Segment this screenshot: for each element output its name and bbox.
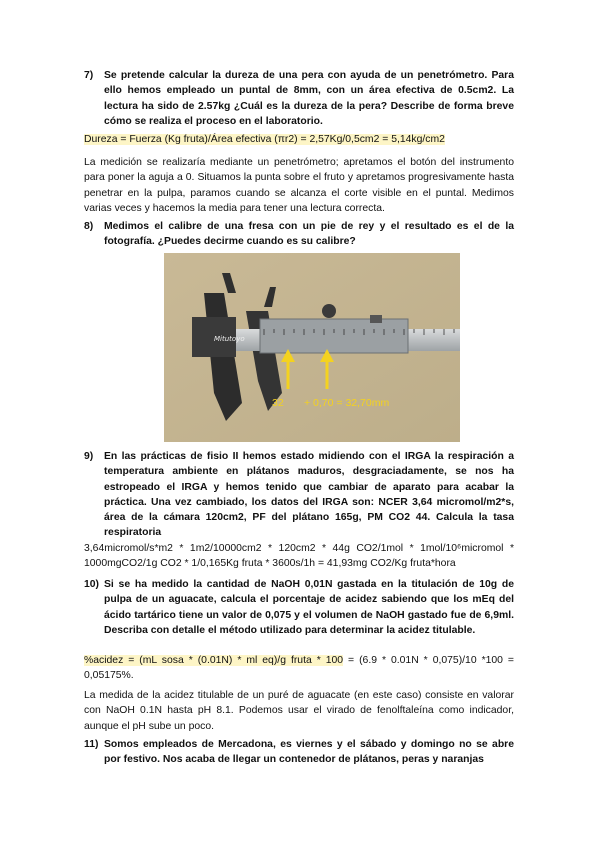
q10-formula-rest: = (6.9 * 0.01N * 0,075)/10 *100 = 0,05175%. <box>84 655 514 682</box>
question-7-number: 7) <box>84 70 94 81</box>
question-11-number: 11) <box>84 739 99 750</box>
question-11-text: Somos empleados de Mercadona, es viernes y el sábado y domingo no se abre por festivo. Nos acaba de llegar un contenedor de plátanos, peras y naranjas <box>104 739 514 766</box>
question-9 <box>84 449 514 541</box>
thumb-grip <box>370 315 382 323</box>
measurement-label-main: 32 <box>272 397 284 409</box>
brand-logo: Mitutoyo <box>214 335 245 343</box>
question-8-text: Medimos el calibre de una fresa con un pie de rey y el resultado es el de la fotografía. ¿Puedes decirme cuando es su calibre? <box>104 221 514 248</box>
q9-answer: 3,64micromol/s*m2 * 1m2/10000cm2 * 120cm2 * 44g CO2/1mol * 1mol/10⁶micromol * 1000mgCO2/1g CO2 * 1/0,165Kg fruta * 3600s/1h = 41,93mg CO2/Kg fruta*hora <box>84 543 514 570</box>
question-7 <box>84 68 514 129</box>
q10-answer: La medida de la acidez titulable de un puré de aguacate (en este caso) consiste en valorar con NaOH 0.1N hasta pH 8.1. Podemos usar el virado de fenolftaleína como indicador, aunque el pH sube un poco. <box>84 690 514 732</box>
question-11 <box>84 737 514 768</box>
question-9-text: En las prácticas de fisio II hemos estado midiendo con el IRGA la respiración a temperatura ambiente en plátanos maduros, desgraciadamente, se nos ha estropeado el IRGA y hemos tenido que cambiar de aparato para acabar la práctica. Una vez cambiado, los datos del IRGA son: NCER 3,64 micromol/m2*s, área de la cámara 120cm2, PF del plátano 165g, PM CO2 44. Calcula la tasa respiratoria <box>104 451 514 539</box>
lock-screw <box>322 304 336 318</box>
question-10-number: 10) <box>84 579 100 590</box>
question-8-number: 8) <box>84 221 94 232</box>
question-10 <box>84 577 514 638</box>
question-10-text: Si se ha medido la cantidad de NaOH 0,01N gastada en la titulación de 10g de pulpa de un aguacate, calcula el porcentaje de acidez sabiendo que los mEq del ácido tartárico tiene un valor de 0,075 y el volumen de NaOH gastado fue de 6,9ml. Describa con detalle el método utilizado para determinar la acidez titulable. <box>104 579 514 636</box>
q10-formula <box>84 653 514 684</box>
vernier-slider <box>260 319 408 353</box>
question-8 <box>84 219 514 250</box>
q10-formula-highlight: %acidez = (mL sosa * (0.01N) * ml eq)/g fruta * 100 <box>84 655 344 666</box>
question-9-number: 9) <box>84 451 94 462</box>
measurement-label-vernier: + 0,70 = 32,70mm <box>304 397 390 409</box>
q7-answer: La medición se realizaría mediante un penetrómetro; apretamos el botón del instrumento para poner la aguja a 0. Situamos la punta sobre el fruto y apretamos progresivamente hasta penetrar en la pulpa, paramos cuando se alcanza el corte visible en el puntal. Medimos varias veces y hacemos la media para tener una lectura correcta. <box>84 157 514 214</box>
q7-formula-line <box>84 132 514 147</box>
caliper-photo <box>164 253 460 442</box>
q7-formula: Dureza = Fuerza (Kg fruta)/Área efectiva (πr2) = 2,57Kg/0,5cm2 = 5,14kg/cm2 <box>84 134 445 145</box>
question-7-text: Se pretende calcular la dureza de una pera con ayuda de un penetrómetro. Para ello hemos empleado un puntal de 8mm, con un área efectiva de 0.5cm2. La lectura ha sido de 2.57kg ¿Cuál es la dureza de la pera? Describe de forma breve cómo se realiza el proceso en el laboratorio. <box>104 70 514 127</box>
